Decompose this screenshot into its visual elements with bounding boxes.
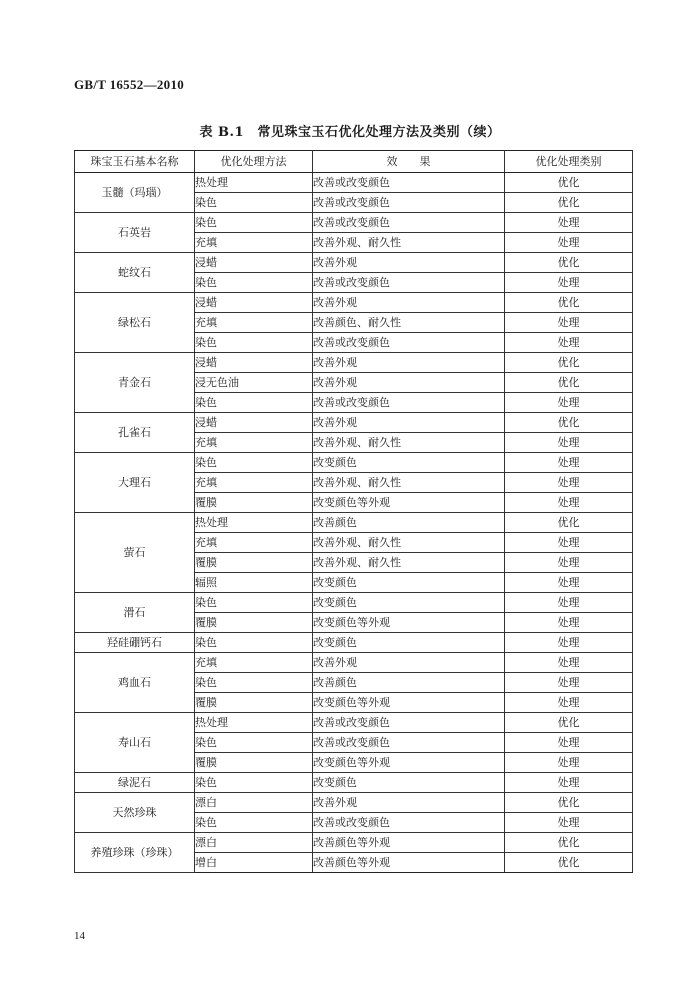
category-cell: 优化 [505,193,633,213]
method-cell: 漂白 [195,793,313,813]
method-cell: 充填 [195,653,313,673]
category-cell: 处理 [505,533,633,553]
table-row [75,413,633,433]
category-cell: 处理 [505,773,633,793]
column-header-name: 珠宝玉石基本名称 [75,151,195,173]
effect-cell: 改善颜色、耐久性 [313,313,505,333]
effect-cell: 改善外观、耐久性 [313,533,505,553]
gem-name-cell: 养殖珍珠（珍珠） [75,833,195,873]
effect-cell: 改善外观 [313,413,505,433]
page-number: 14 [74,930,85,942]
method-cell: 染色 [195,633,313,653]
category-cell: 优化 [505,353,633,373]
method-cell: 染色 [195,393,313,413]
category-cell: 处理 [505,493,633,513]
category-cell: 处理 [505,213,633,233]
effect-cell: 改变颜色等外观 [313,693,505,713]
column-header-effect: 效 果 [313,151,505,173]
method-cell: 覆膜 [195,493,313,513]
effect-cell: 改善外观 [313,793,505,813]
method-cell: 辐照 [195,573,313,593]
method-cell: 染色 [195,453,313,473]
table-header-row [75,151,633,173]
effect-cell: 改善或改变颜色 [313,733,505,753]
gem-name-cell: 萤石 [75,513,195,593]
gem-name-cell: 羟硅硼钙石 [75,633,195,653]
method-cell: 染色 [195,773,313,793]
method-cell: 漂白 [195,833,313,853]
category-cell: 优化 [505,833,633,853]
effect-cell: 改善或改变颜色 [313,393,505,413]
method-cell: 覆膜 [195,753,313,773]
gem-name-cell: 天然珍珠 [75,793,195,833]
gem-name-cell: 寿山石 [75,713,195,773]
effect-cell: 改变颜色等外观 [313,613,505,633]
category-cell: 处理 [505,753,633,773]
effect-cell: 改变颜色 [313,773,505,793]
table-row [75,653,633,673]
effect-cell: 改善颜色 [313,673,505,693]
category-cell: 处理 [505,453,633,473]
gem-name-cell: 孔雀石 [75,413,195,453]
column-header-category: 优化处理类别 [505,151,633,173]
category-cell: 处理 [505,673,633,693]
gem-name-cell: 青金石 [75,353,195,413]
effect-cell: 改善或改变颜色 [313,713,505,733]
method-cell: 染色 [195,213,313,233]
category-cell: 处理 [505,613,633,633]
category-cell: 优化 [505,173,633,193]
gem-name-cell: 鸡血石 [75,653,195,713]
method-cell: 浸蜡 [195,293,313,313]
effect-cell: 改变颜色 [313,573,505,593]
table-row [75,713,633,733]
method-cell: 染色 [195,273,313,293]
method-cell: 浸蜡 [195,413,313,433]
column-header-method: 优化处理方法 [195,151,313,173]
gem-name-cell: 蛇纹石 [75,253,195,293]
method-cell: 充填 [195,433,313,453]
effect-cell: 改善或改变颜色 [313,813,505,833]
category-cell: 处理 [505,273,633,293]
table-row [75,593,633,613]
table-row [75,213,633,233]
method-cell: 增白 [195,853,313,873]
gem-name-cell: 石英岩 [75,213,195,253]
table-row [75,173,633,193]
table-title: 表 B.1 常见珠宝玉石优化处理方法及类别（续） [199,125,501,140]
method-cell: 染色 [195,733,313,753]
effect-cell: 改善外观 [313,653,505,673]
method-cell: 覆膜 [195,553,313,573]
effect-cell: 改变颜色 [313,633,505,653]
category-cell: 优化 [505,853,633,873]
category-cell: 优化 [505,513,633,533]
method-cell: 热处理 [195,713,313,733]
treatment-table [74,150,633,873]
table-row [75,513,633,533]
method-cell: 浸蜡 [195,253,313,273]
method-cell: 覆膜 [195,613,313,633]
effect-cell: 改变颜色等外观 [313,493,505,513]
category-cell: 处理 [505,813,633,833]
effect-cell: 改善外观、耐久性 [313,473,505,493]
effect-cell: 改善或改变颜色 [313,213,505,233]
method-cell: 染色 [195,673,313,693]
effect-cell: 改善颜色等外观 [313,853,505,873]
method-cell: 覆膜 [195,693,313,713]
category-cell: 优化 [505,253,633,273]
effect-cell: 改变颜色等外观 [313,753,505,773]
method-cell: 充填 [195,313,313,333]
category-cell: 处理 [505,313,633,333]
effect-cell: 改善外观 [313,293,505,313]
method-cell: 染色 [195,333,313,353]
category-cell: 处理 [505,653,633,673]
method-cell: 热处理 [195,513,313,533]
effect-cell: 改善或改变颜色 [313,273,505,293]
method-cell: 浸无色油 [195,373,313,393]
table-row [75,453,633,473]
effect-cell: 改善外观 [313,253,505,273]
method-cell: 浸蜡 [195,353,313,373]
method-cell: 充填 [195,533,313,553]
category-cell: 优化 [505,713,633,733]
table-row [75,833,633,853]
category-cell: 优化 [505,373,633,393]
category-cell: 优化 [505,293,633,313]
method-cell: 染色 [195,813,313,833]
effect-cell: 改变颜色 [313,593,505,613]
method-cell: 充填 [195,233,313,253]
effect-cell: 改善颜色 [313,513,505,533]
category-cell: 处理 [505,393,633,413]
effect-cell: 改善外观 [313,353,505,373]
effect-cell: 改善或改变颜色 [313,193,505,213]
category-cell: 处理 [505,333,633,353]
effect-cell: 改善外观 [313,373,505,393]
effect-cell: 改善颜色等外观 [313,833,505,853]
effect-cell: 改善或改变颜色 [313,333,505,353]
gem-name-cell: 滑石 [75,593,195,633]
method-cell: 热处理 [195,173,313,193]
method-cell: 染色 [195,193,313,213]
method-cell: 染色 [195,593,313,613]
category-cell: 优化 [505,793,633,813]
gem-name-cell: 玉髓（玛瑙） [75,173,195,213]
standard-code: GB/T 16552—2010 [74,77,185,92]
category-cell: 处理 [505,693,633,713]
gem-name-cell: 绿泥石 [75,773,195,793]
table-row [75,353,633,373]
effect-cell: 改善外观、耐久性 [313,433,505,453]
effect-cell: 改善或改变颜色 [313,173,505,193]
category-cell: 处理 [505,633,633,653]
gem-name-cell: 大理石 [75,453,195,513]
category-cell: 处理 [505,573,633,593]
table-body [75,173,633,873]
category-cell: 处理 [505,473,633,493]
effect-cell: 改善外观、耐久性 [313,553,505,573]
table-row [75,293,633,313]
category-cell: 处理 [505,553,633,573]
category-cell: 处理 [505,233,633,253]
category-cell: 处理 [505,593,633,613]
category-cell: 处理 [505,433,633,453]
gem-name-cell: 绿松石 [75,293,195,353]
table-row [75,773,633,793]
category-cell: 处理 [505,733,633,753]
effect-cell: 改善外观、耐久性 [313,233,505,253]
table-row [75,253,633,273]
category-cell: 优化 [505,413,633,433]
effect-cell: 改变颜色 [313,453,505,473]
table-row [75,793,633,813]
method-cell: 充填 [195,473,313,493]
table-row [75,633,633,653]
